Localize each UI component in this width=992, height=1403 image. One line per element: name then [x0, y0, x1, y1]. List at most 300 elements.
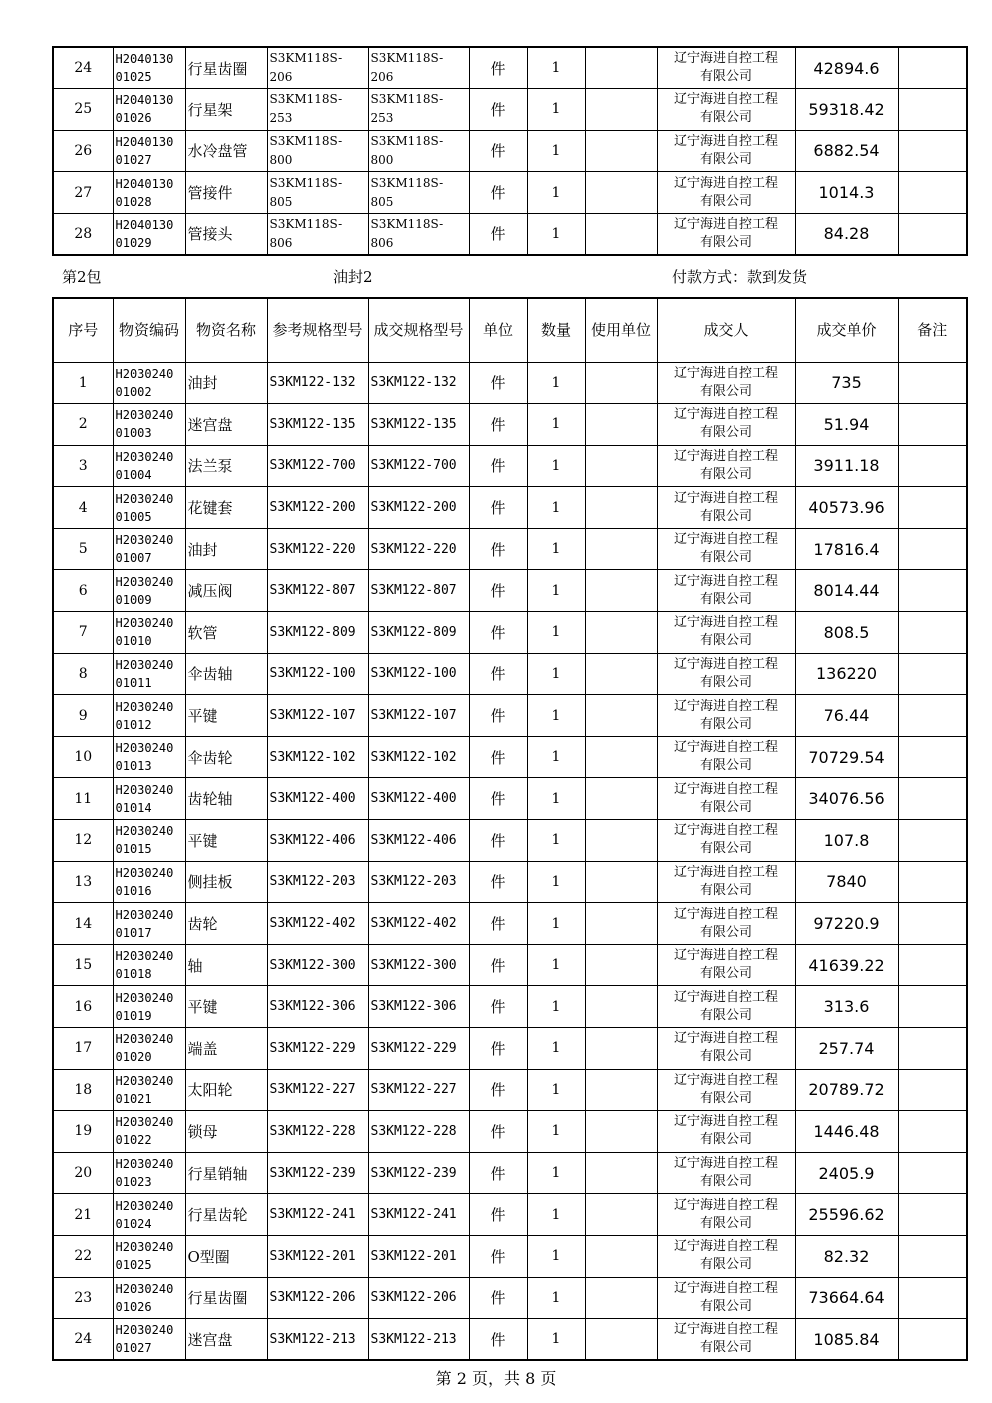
code-cell: [113, 570, 185, 612]
code-cell: [113, 820, 185, 862]
note-cell: [898, 213, 967, 255]
ref-spec-cell-line: 253: [269, 111, 293, 126]
payment-terms: 付款方式：款到发货: [672, 268, 808, 286]
price-cell: 7840: [795, 861, 898, 903]
qty-cell: 1: [527, 130, 585, 172]
user-unit-cell: [585, 861, 657, 903]
qty-cell: 1: [527, 1277, 585, 1319]
unit-cell: 件: [469, 172, 527, 214]
vendor-cell-line: 有限公司: [699, 1340, 752, 1356]
code-cell-line: H2030240: [115, 366, 174, 381]
name-cell: 花键套: [185, 487, 267, 529]
code-cell-line: H2030240: [115, 990, 174, 1005]
code-cell: [113, 612, 185, 654]
price-cell: 42894.6: [795, 47, 898, 89]
code-cell-line: 01021: [115, 1091, 152, 1106]
vendor-cell-line: 有限公司: [699, 550, 752, 566]
vendor-cell: [657, 487, 795, 529]
code-cell-line: H2030240: [115, 1157, 174, 1172]
ref-spec-cell: S3KM122-100: [267, 653, 368, 695]
code-cell: [113, 778, 185, 820]
name-cell: 行星架: [185, 89, 267, 131]
user-unit-cell: [585, 778, 657, 820]
table-row: [53, 612, 967, 654]
note-cell: [898, 487, 967, 529]
note-cell: [898, 445, 967, 487]
qty-cell: 1: [527, 362, 585, 404]
vendor-cell: [657, 653, 795, 695]
code-cell-line: H2030240: [115, 1240, 174, 1255]
seq-cell: 8: [53, 653, 113, 695]
code-cell-line: 01018: [115, 967, 152, 982]
unit-cell: 件: [469, 736, 527, 778]
qty-cell: 1: [527, 47, 585, 89]
vendor-cell: [657, 404, 795, 446]
code-cell-line: H2030240: [115, 1281, 174, 1296]
ref-spec-cell-line: 800: [269, 152, 293, 167]
vendor-cell-line: 有限公司: [699, 674, 752, 690]
note-cell: [898, 820, 967, 862]
name-cell: 轴: [185, 944, 267, 986]
code-cell-line: 01023: [115, 1175, 152, 1190]
price-cell: 1085.84: [795, 1319, 898, 1361]
vendor-cell-line: 辽宁海进自控工程: [673, 906, 778, 922]
code-cell: [113, 130, 185, 172]
deal-spec-cell: [368, 130, 469, 172]
vendor-cell-line: 有限公司: [699, 1132, 752, 1148]
user-unit-cell: [585, 986, 657, 1028]
column-header: 参考规格型号: [267, 298, 368, 362]
ref-spec-cell-line: S3KM118S-: [269, 175, 343, 190]
vendor-cell-line: 有限公司: [699, 966, 752, 982]
code-cell: [113, 1152, 185, 1194]
qty-cell: 1: [527, 820, 585, 862]
seq-cell: 24: [53, 47, 113, 89]
vendor-cell-line: 有限公司: [699, 1174, 752, 1190]
deal-spec-cell-line: 800: [370, 152, 394, 167]
code-cell-line: H2030240: [115, 741, 174, 756]
user-unit-cell: [585, 736, 657, 778]
vendor-cell-line: 辽宁海进自控工程: [673, 823, 778, 839]
unit-cell: 件: [469, 487, 527, 529]
qty-cell: 1: [527, 570, 585, 612]
ref-spec-cell: S3KM122-107: [267, 695, 368, 737]
price-cell: 84.28: [795, 213, 898, 255]
ref-spec-cell: S3KM122-239: [267, 1152, 368, 1194]
price-cell: 82.32: [795, 1235, 898, 1277]
ref-spec-cell: S3KM122-400: [267, 778, 368, 820]
code-cell: [113, 986, 185, 1028]
table-row: [53, 820, 967, 862]
table-row: [53, 445, 967, 487]
code-cell-line: H2030240: [115, 533, 174, 548]
name-cell: 侧挂板: [185, 861, 267, 903]
vendor-cell-line: 有限公司: [699, 508, 752, 524]
unit-cell: 件: [469, 1111, 527, 1153]
unit-cell: 件: [469, 612, 527, 654]
name-cell: 油封: [185, 362, 267, 404]
ref-spec-cell: S3KM122-300: [267, 944, 368, 986]
package-title: 油封2: [333, 268, 373, 286]
deal-spec-cell: S3KM122-135: [368, 404, 469, 446]
price-cell: 735: [795, 362, 898, 404]
vendor-cell: [657, 778, 795, 820]
code-cell: [113, 1319, 185, 1361]
vendor-cell: [657, 736, 795, 778]
ref-spec-cell-line: S3KM118S-: [269, 216, 343, 231]
table-row: [53, 1152, 967, 1194]
unit-cell: 件: [469, 1235, 527, 1277]
note-cell: [898, 528, 967, 570]
deal-spec-cell: S3KM122-229: [368, 1028, 469, 1070]
note-cell: [898, 944, 967, 986]
vendor-cell-line: 辽宁海进自控工程: [673, 1197, 778, 1213]
user-unit-cell: [585, 1194, 657, 1236]
unit-cell: 件: [469, 362, 527, 404]
price-cell: 257.74: [795, 1028, 898, 1070]
name-cell: 水冷盘管: [185, 130, 267, 172]
unit-cell: 件: [469, 861, 527, 903]
name-cell: 端盖: [185, 1028, 267, 1070]
vendor-cell: [657, 1069, 795, 1111]
code-cell-line: 01026: [115, 111, 152, 126]
code-cell: [113, 404, 185, 446]
code-cell-line: H2040130: [115, 52, 174, 67]
ref-spec-cell: [267, 172, 368, 214]
vendor-cell-line: 辽宁海进自控工程: [673, 1280, 778, 1296]
seq-cell: 6: [53, 570, 113, 612]
column-header: 使用单位: [585, 298, 657, 362]
unit-cell: 件: [469, 1069, 527, 1111]
ref-spec-cell: S3KM122-809: [267, 612, 368, 654]
code-cell: [113, 213, 185, 255]
seq-cell: 7: [53, 612, 113, 654]
vendor-cell-line: 有限公司: [699, 1215, 752, 1231]
table-header-row: [53, 298, 967, 362]
ref-spec-cell: S3KM122-203: [267, 861, 368, 903]
user-unit-cell: [585, 172, 657, 214]
code-cell-line: H2030240: [115, 491, 174, 506]
seq-cell: 3: [53, 445, 113, 487]
deal-spec-cell: S3KM122-206: [368, 1277, 469, 1319]
ref-spec-cell: S3KM122-102: [267, 736, 368, 778]
code-cell-line: H2030240: [115, 408, 174, 423]
vendor-cell: [657, 213, 795, 255]
code-cell-line: H2030240: [115, 907, 174, 922]
table-row: [53, 1319, 967, 1361]
page-number: 第 2 页，共 8 页: [435, 1369, 557, 1388]
price-cell: 41639.22: [795, 944, 898, 986]
vendor-cell-line: 辽宁海进自控工程: [673, 1114, 778, 1130]
unit-cell: 件: [469, 653, 527, 695]
unit-cell: 件: [469, 820, 527, 862]
user-unit-cell: [585, 653, 657, 695]
price-cell: 40573.96: [795, 487, 898, 529]
code-cell-line: H2030240: [115, 616, 174, 631]
deal-spec-cell: S3KM122-132: [368, 362, 469, 404]
name-cell: 行星销轴: [185, 1152, 267, 1194]
price-cell: 70729.54: [795, 736, 898, 778]
ref-spec-cell: S3KM122-213: [267, 1319, 368, 1361]
table-row: [53, 861, 967, 903]
table-row: [53, 89, 967, 131]
code-cell-line: 01013: [115, 759, 152, 774]
qty-cell: 1: [527, 944, 585, 986]
deal-spec-cell-line: 253: [370, 111, 394, 126]
deal-spec-cell-line: S3KM118S-: [370, 175, 444, 190]
deal-spec-cell: S3KM122-102: [368, 736, 469, 778]
deal-spec-cell-line: 805: [370, 194, 394, 209]
continued-items-table: [52, 46, 968, 256]
deal-spec-cell-line: S3KM118S-: [370, 51, 444, 66]
name-cell: O型圈: [185, 1235, 267, 1277]
code-cell: [113, 89, 185, 131]
vendor-cell-line: 辽宁海进自控工程: [673, 51, 778, 67]
code-cell-line: 01004: [115, 467, 152, 482]
deal-spec-cell-line: 806: [370, 235, 394, 250]
vendor-cell: [657, 820, 795, 862]
deal-spec-cell: S3KM122-220: [368, 528, 469, 570]
name-cell: 锁母: [185, 1111, 267, 1153]
ref-spec-cell: S3KM122-228: [267, 1111, 368, 1153]
vendor-cell-line: 有限公司: [699, 466, 752, 482]
seq-cell: 9: [53, 695, 113, 737]
unit-cell: 件: [469, 213, 527, 255]
unit-cell: 件: [469, 778, 527, 820]
ref-spec-cell: S3KM122-406: [267, 820, 368, 862]
qty-cell: 1: [527, 903, 585, 945]
name-cell: 平键: [185, 986, 267, 1028]
vendor-cell: [657, 944, 795, 986]
vendor-cell-line: 辽宁海进自控工程: [673, 92, 778, 108]
vendor-cell-line: 辽宁海进自控工程: [673, 216, 778, 232]
deal-spec-cell: S3KM122-400: [368, 778, 469, 820]
note-cell: [898, 903, 967, 945]
name-cell: 行星齿圈: [185, 47, 267, 89]
price-cell: 20789.72: [795, 1069, 898, 1111]
vendor-cell-line: 有限公司: [699, 799, 752, 815]
code-cell-line: 01009: [115, 592, 152, 607]
code-cell-line: 01003: [115, 426, 152, 441]
qty-cell: 1: [527, 404, 585, 446]
name-cell: 太阳轮: [185, 1069, 267, 1111]
user-unit-cell: [585, 1235, 657, 1277]
user-unit-cell: [585, 362, 657, 404]
user-unit-cell: [585, 487, 657, 529]
code-cell: [113, 362, 185, 404]
note-cell: [898, 1152, 967, 1194]
seq-cell: 21: [53, 1194, 113, 1236]
code-cell-line: H2040130: [115, 134, 174, 149]
qty-cell: 1: [527, 213, 585, 255]
code-cell-line: H2030240: [115, 574, 174, 589]
vendor-cell: [657, 1152, 795, 1194]
ref-spec-cell: S3KM122-206: [267, 1277, 368, 1319]
code-cell: [113, 861, 185, 903]
name-cell: 平键: [185, 695, 267, 737]
seq-cell: 22: [53, 1235, 113, 1277]
vendor-cell-line: 辽宁海进自控工程: [673, 490, 778, 506]
unit-cell: 件: [469, 903, 527, 945]
name-cell: 软管: [185, 612, 267, 654]
name-cell: 伞齿轴: [185, 653, 267, 695]
vendor-cell-line: 辽宁海进自控工程: [673, 573, 778, 589]
unit-cell: 件: [469, 570, 527, 612]
ref-spec-cell-line: S3KM118S-: [269, 133, 343, 148]
price-cell: 25596.62: [795, 1194, 898, 1236]
table-row: [53, 1111, 967, 1153]
deal-spec-cell: [368, 47, 469, 89]
deal-spec-cell-line: S3KM118S-: [370, 92, 444, 107]
note-cell: [898, 362, 967, 404]
vendor-cell-line: 辽宁海进自控工程: [673, 133, 778, 149]
code-cell-line: 01019: [115, 1008, 152, 1023]
code-cell-line: 01020: [115, 1050, 152, 1065]
qty-cell: 1: [527, 528, 585, 570]
code-cell-line: 01027: [115, 1341, 152, 1356]
code-cell-line: H2040130: [115, 176, 174, 191]
price-cell: 17816.4: [795, 528, 898, 570]
code-cell-line: H2030240: [115, 657, 174, 672]
vendor-cell-line: 辽宁海进自控工程: [673, 740, 778, 756]
table-row: [53, 362, 967, 404]
deal-spec-cell: [368, 89, 469, 131]
code-cell-line: H2030240: [115, 949, 174, 964]
note-cell: [898, 1111, 967, 1153]
ref-spec-cell-line: 206: [269, 70, 293, 85]
code-cell: [113, 445, 185, 487]
seq-cell: 1: [53, 362, 113, 404]
vendor-cell-line: 有限公司: [699, 1257, 752, 1273]
vendor-cell-line: 有限公司: [699, 633, 752, 649]
code-cell: [113, 172, 185, 214]
seq-cell: 25: [53, 89, 113, 131]
deal-spec-cell-line: S3KM118S-: [370, 216, 444, 231]
name-cell: 油封: [185, 528, 267, 570]
deal-spec-cell: S3KM122-300: [368, 944, 469, 986]
user-unit-cell: [585, 47, 657, 89]
unit-cell: 件: [469, 445, 527, 487]
code-cell-line: 01024: [115, 1216, 152, 1231]
table-row: [53, 528, 967, 570]
note-cell: [898, 404, 967, 446]
code-cell-line: 01005: [115, 509, 152, 524]
price-cell: 3911.18: [795, 445, 898, 487]
table-row: [53, 944, 967, 986]
vendor-cell-line: 辽宁海进自控工程: [673, 532, 778, 548]
vendor-cell-line: 辽宁海进自控工程: [673, 656, 778, 672]
code-cell-line: H2030240: [115, 699, 174, 714]
unit-cell: 件: [469, 944, 527, 986]
seq-cell: 23: [53, 1277, 113, 1319]
code-cell-line: 01014: [115, 800, 152, 815]
note-cell: [898, 1028, 967, 1070]
price-cell: 59318.42: [795, 89, 898, 131]
ref-spec-cell: S3KM122-402: [267, 903, 368, 945]
note-cell: [898, 653, 967, 695]
price-cell: 808.5: [795, 612, 898, 654]
ref-spec-cell: [267, 213, 368, 255]
deal-spec-cell: S3KM122-406: [368, 820, 469, 862]
code-cell-line: 01027: [115, 152, 152, 167]
qty-cell: 1: [527, 1194, 585, 1236]
vendor-cell-line: 有限公司: [699, 234, 752, 250]
qty-cell: 1: [527, 695, 585, 737]
code-cell-line: H2030240: [115, 865, 174, 880]
seq-cell: 15: [53, 944, 113, 986]
code-cell-line: 01011: [115, 675, 152, 690]
user-unit-cell: [585, 612, 657, 654]
price-cell: 97220.9: [795, 903, 898, 945]
unit-cell: 件: [469, 986, 527, 1028]
name-cell: 迷宫盘: [185, 404, 267, 446]
name-cell: 伞齿轮: [185, 736, 267, 778]
seq-cell: 20: [53, 1152, 113, 1194]
column-header: 单位: [469, 298, 527, 362]
table-row: [53, 736, 967, 778]
code-cell: [113, 1069, 185, 1111]
code-cell-line: 01025: [115, 1258, 152, 1273]
user-unit-cell: [585, 1028, 657, 1070]
qty-cell: 1: [527, 89, 585, 131]
qty-cell: 1: [527, 778, 585, 820]
vendor-cell-line: 辽宁海进自控工程: [673, 1239, 778, 1255]
vendor-cell-line: 辽宁海进自控工程: [673, 781, 778, 797]
name-cell: 平键: [185, 820, 267, 862]
name-cell: 减压阀: [185, 570, 267, 612]
vendor-cell: [657, 1028, 795, 1070]
code-cell-line: H2040130: [115, 93, 174, 108]
name-cell: 齿轮轴: [185, 778, 267, 820]
deal-spec-cell: S3KM122-402: [368, 903, 469, 945]
note-cell: [898, 172, 967, 214]
vendor-cell-line: 有限公司: [699, 425, 752, 441]
code-cell-line: H2030240: [115, 824, 174, 839]
price-cell: 8014.44: [795, 570, 898, 612]
ref-spec-cell-line: S3KM118S-: [269, 51, 343, 66]
deal-spec-cell: S3KM122-201: [368, 1235, 469, 1277]
vendor-cell-line: 有限公司: [699, 841, 752, 857]
name-cell: 行星齿圈: [185, 1277, 267, 1319]
code-cell: [113, 944, 185, 986]
user-unit-cell: [585, 944, 657, 986]
price-cell: 6882.54: [795, 130, 898, 172]
price-cell: 73664.64: [795, 1277, 898, 1319]
note-cell: [898, 1277, 967, 1319]
deal-spec-cell-line: 206: [370, 70, 394, 85]
note-cell: [898, 47, 967, 89]
code-cell-line: 01012: [115, 717, 152, 732]
table-row: [53, 695, 967, 737]
deal-spec-cell: S3KM122-241: [368, 1194, 469, 1236]
seq-cell: 17: [53, 1028, 113, 1070]
vendor-cell-line: 有限公司: [699, 1298, 752, 1314]
note-cell: [898, 89, 967, 131]
vendor-cell: [657, 1319, 795, 1361]
user-unit-cell: [585, 1319, 657, 1361]
column-header: 成交人: [657, 298, 795, 362]
user-unit-cell: [585, 445, 657, 487]
vendor-cell: [657, 1194, 795, 1236]
deal-spec-cell: S3KM122-239: [368, 1152, 469, 1194]
unit-cell: 件: [469, 1028, 527, 1070]
code-cell: [113, 736, 185, 778]
code-cell: [113, 695, 185, 737]
seq-cell: 27: [53, 172, 113, 214]
seq-cell: 5: [53, 528, 113, 570]
unit-cell: 件: [469, 89, 527, 131]
vendor-cell: [657, 612, 795, 654]
